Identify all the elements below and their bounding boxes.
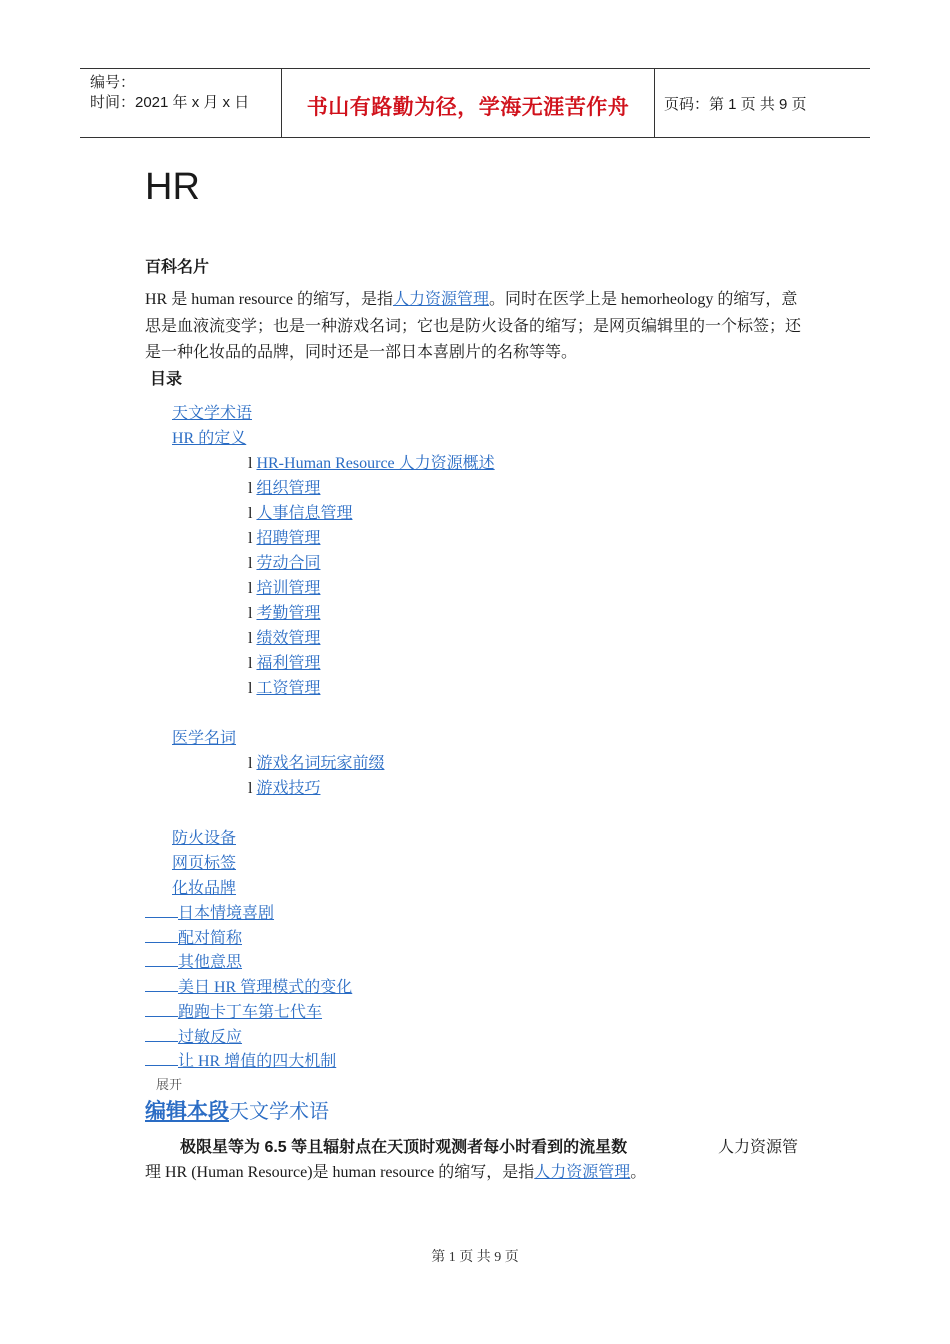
toc-item-link[interactable]: 人事信息管理 xyxy=(256,505,353,522)
toc-section-astronomy[interactable]: 天文学术语 xyxy=(172,405,253,422)
toc-item xyxy=(248,750,384,773)
expand-toggle[interactable]: 展开 xyxy=(156,1077,183,1092)
toc-section-fire[interactable]: 防火设备 xyxy=(172,830,237,847)
section-right-text: 人力资源管 xyxy=(718,1139,799,1156)
toc-item xyxy=(248,600,320,623)
toc-more-link[interactable]: 跑跑卡丁车第七代车 xyxy=(178,1004,323,1021)
toc-item-link[interactable]: 工资管理 xyxy=(256,680,321,697)
toc-more-item[interactable] xyxy=(145,900,274,923)
toc-item xyxy=(248,625,320,648)
toc-item xyxy=(248,525,320,548)
intro-paragraph xyxy=(145,287,810,367)
toc-bullet: l xyxy=(248,680,253,697)
toc-item xyxy=(248,650,320,673)
toc-more-link[interactable]: 美日 HR 管理模式的变化 xyxy=(178,979,353,996)
link-indent xyxy=(145,977,178,992)
toc-item-link[interactable]: 福利管理 xyxy=(256,655,321,672)
toc-item-link[interactable]: 劳动合同 xyxy=(256,555,321,572)
section-line-2-suffix: 。 xyxy=(630,1164,647,1181)
toc-more-item[interactable] xyxy=(145,999,322,1022)
toc-section-web-tag[interactable]: 网页标签 xyxy=(172,855,237,872)
toc-section-medical[interactable]: 医学名词 xyxy=(172,730,237,747)
toc-bullet: l xyxy=(248,780,253,797)
section-bold-line: 极限星等为 6.5 等且辐射点在天顶时观测者每小时看到的流星数 xyxy=(180,1139,628,1156)
toc-more-link[interactable]: 其他意思 xyxy=(178,954,243,971)
toc-item xyxy=(248,475,320,498)
toc-bullet: l xyxy=(248,605,253,622)
toc-item xyxy=(248,575,320,598)
toc-item xyxy=(248,550,320,573)
edit-section-link[interactable]: 编辑本段 xyxy=(145,1099,229,1123)
link-indent xyxy=(145,1027,178,1042)
motto: 书山有路勤为径，学海无涯苦作舟 xyxy=(306,96,630,119)
toc-item-link[interactable]: 招聘管理 xyxy=(256,530,321,547)
header-left-cell xyxy=(80,69,282,137)
header-table xyxy=(80,68,870,138)
toc-bullet: l xyxy=(248,505,253,522)
link-indent xyxy=(145,928,178,943)
section-title: 天文学术语 xyxy=(229,1099,329,1123)
header-right-cell xyxy=(655,69,870,137)
toc-more-link[interactable]: 日本情境喜剧 xyxy=(178,905,275,922)
intro-link[interactable]: 人力资源管理 xyxy=(392,291,489,308)
toc-bullet: l xyxy=(248,655,253,672)
toc-more-link[interactable]: 过敏反应 xyxy=(178,1029,243,1046)
intro-text-2: 。同时在医学上是 hemorheology 的缩写，意思是血液流变学；也是一种游戏名词；它也是防火设备的缩写；是网页编辑里的一个标签；还是一种化妆品的品牌，同时还是一部日本喜剧片的名称等等。 xyxy=(145,291,802,361)
toc-item-link[interactable]: 考勤管理 xyxy=(256,605,321,622)
toc-item-link[interactable]: 游戏技巧 xyxy=(256,780,321,797)
toc-section-definition[interactable]: HR 的定义 xyxy=(172,430,247,447)
date-label: 时间：2021 年 x 月 x 日 xyxy=(90,94,250,111)
link-indent xyxy=(145,1051,178,1066)
toc-more-item[interactable] xyxy=(145,949,242,972)
toc-item-link[interactable]: 绩效管理 xyxy=(256,630,321,647)
section-line-2-link[interactable]: 人力资源管理 xyxy=(534,1164,631,1181)
section-line-2 xyxy=(145,1159,646,1182)
toc-more-item[interactable] xyxy=(145,974,352,997)
toc-bullet: l xyxy=(248,630,253,647)
toc-bullet: l xyxy=(248,455,253,472)
toc-bullet: l xyxy=(248,530,253,547)
toc-item-link[interactable]: 游戏名词玩家前缀 xyxy=(256,755,385,772)
toc-bullet: l xyxy=(248,580,253,597)
toc-bullet: l xyxy=(248,755,253,772)
toc-item xyxy=(248,500,352,523)
section-line-2-text: 理 HR (Human Resource)是 human resource 的缩写，是指 xyxy=(145,1164,535,1181)
toc-more-link[interactable]: 让 HR 增值的四大机制 xyxy=(178,1053,337,1070)
toc-more-item[interactable] xyxy=(145,1024,242,1047)
toc-item xyxy=(248,450,495,473)
link-indent xyxy=(145,903,178,918)
toc-more-item[interactable] xyxy=(145,1048,336,1071)
subtitle: 百科名片 xyxy=(145,259,210,276)
toc-item xyxy=(248,775,320,798)
toc-more-link[interactable]: 配对简称 xyxy=(178,930,243,947)
section-heading xyxy=(145,1095,329,1125)
header-center-cell xyxy=(282,69,655,137)
page-footer: 第 1 页 共 9 页 xyxy=(431,1250,519,1265)
toc-item-link[interactable]: 组织管理 xyxy=(256,480,321,497)
toc-more-item[interactable] xyxy=(145,925,242,948)
intro-text-1: HR 是 human resource 的缩写，是指 xyxy=(145,291,393,308)
toc-item-link[interactable]: HR-Human Resource 人力资源概述 xyxy=(256,455,495,472)
number-label: 编号： xyxy=(90,74,136,91)
page-title: HR xyxy=(145,166,200,208)
toc-item-link[interactable]: 培训管理 xyxy=(256,580,321,597)
toc-bullet: l xyxy=(248,555,253,572)
toc-heading: 目录 xyxy=(150,371,183,388)
link-indent xyxy=(145,952,178,967)
toc-item xyxy=(248,675,320,698)
link-indent xyxy=(145,1002,178,1017)
toc-section-cosmetics[interactable]: 化妆品牌 xyxy=(172,880,237,897)
page-label: 页码：第 1 页 共 9 页 xyxy=(664,96,807,113)
toc-bullet: l xyxy=(248,480,253,497)
